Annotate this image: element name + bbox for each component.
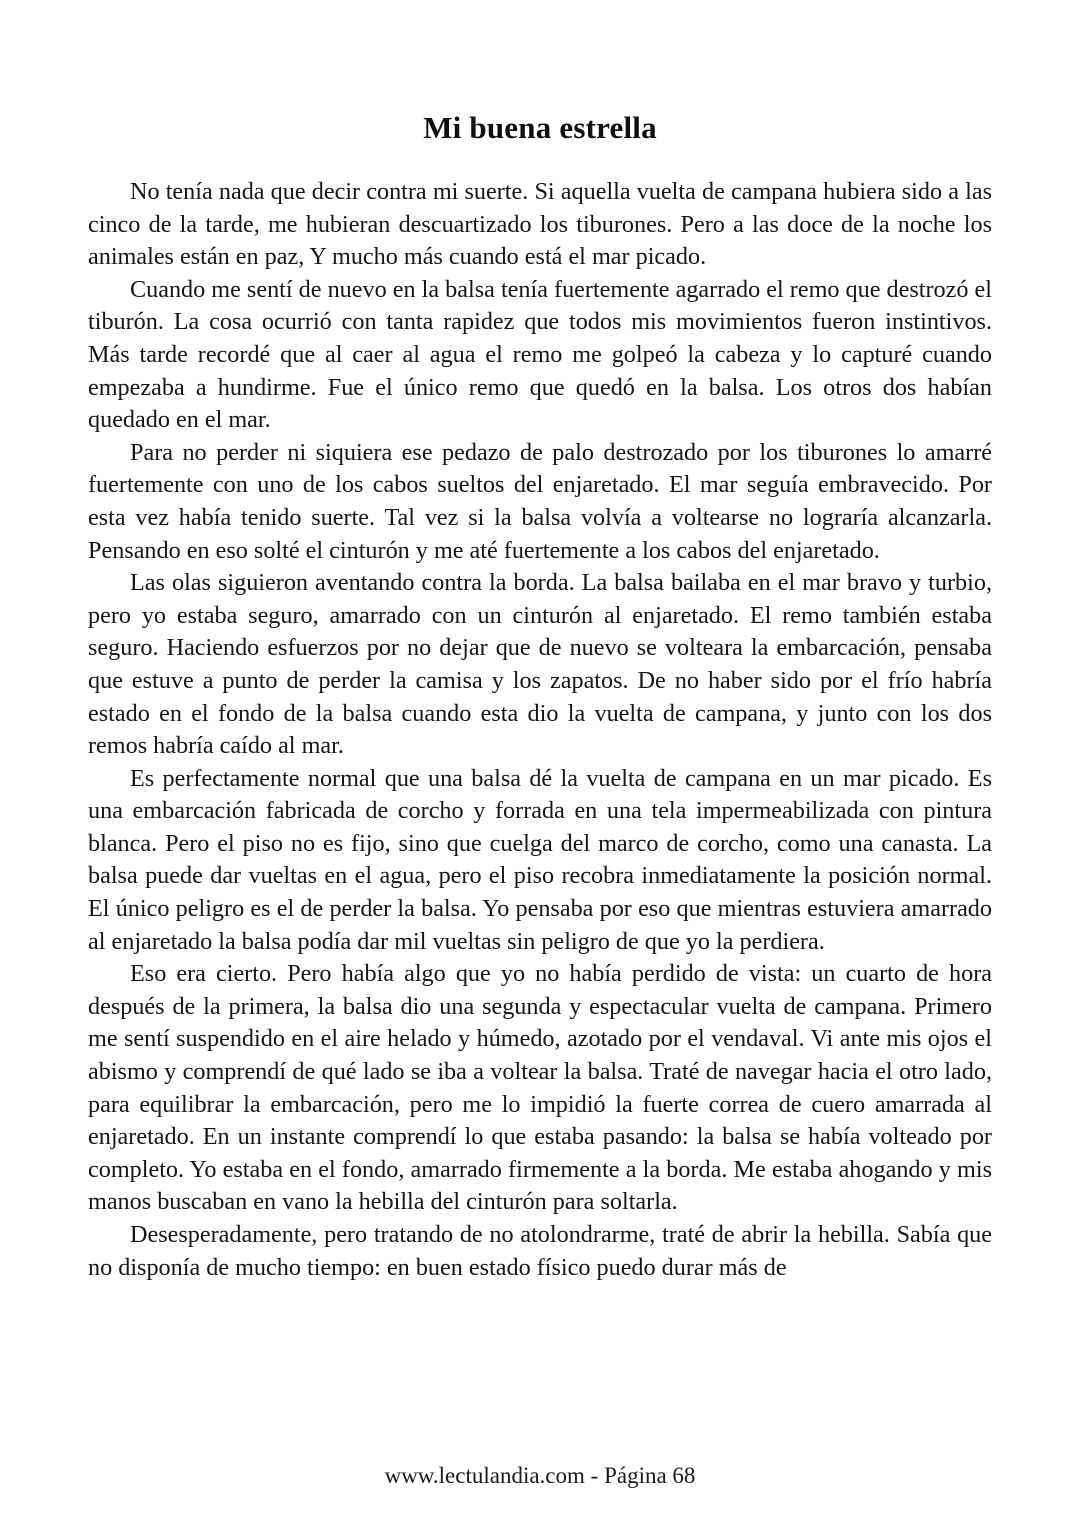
paragraph: Es perfectamente normal que una balsa dé la vuelta de campana en un mar picado. Es una embarcación fabricada de corcho y forrada en una tela impermeabilizada con pintura blanca. Pero el piso no es fijo, sino que cuelga del marco de corcho, como una canasta. La balsa puede dar vueltas en el agua, pero el piso recobra inmediatamente la posición normal. El único peligro es el de perder la balsa. Yo pensaba por eso que mientras estuviera amarrado al enjaretado la balsa podía dar mil vueltas sin peligro de que yo la perdiera. — [88, 764, 992, 955]
page-footer: www.lectulandia.com - Página 68 — [384, 1463, 696, 1488]
paragraph: No tenía nada que decir contra mi suerte. Si aquella vuelta de campana hubiera sido a las cinco de la tarde, me hubieran descuartizado los tiburones. Pero a las doce de la noche los animales están en paz, Y mucho más cuando está el mar picado. — [88, 178, 992, 271]
paragraph: Las olas siguieron aventando contra la borda. La balsa bailaba en el mar bravo y turbio, pero yo estaba seguro, amarrado con un cinturón al enjaretado. El remo también estaba seguro. Haciendo esfuerzos por no dejar que de nuevo se volteara la embarcación, pensaba que estuve a punto de perder la camisa y los zapatos. De no haber sido por el frío habría estado en el fondo de la balsa cuando esta dio la vuelta de campana, y junto con los dos remos habría caído al mar. — [88, 569, 992, 760]
paragraph: Cuando me sentí de nuevo en la balsa tenía fuertemente agarrado el remo que destrozó el tiburón. La cosa ocurrió con tanta rapidez que todos mis movimientos fueron instintivos. Más tarde recordé que al caer al agua el remo me golpeó la cabeza y lo capturé cuando empezaba a hundirme. Fue el único remo que quedó en la balsa. Los otros dos habían quedado en el mar. — [88, 275, 992, 434]
paragraph: Eso era cierto. Pero había algo que yo no había perdido de vista: un cuarto de hora después de la primera, la balsa dio una segunda y espectacular vuelta de campana. Primero me sentí suspendido en el aire helado y húmedo, azotado por el vendaval. Vi ante mis ojos el abismo y comprendí de qué lado se iba a voltear la balsa. Traté de navegar hacia el otro lado, para equilibrar la embarcación, pero me lo impidió la fuerte correa de cuero amarrada al enjaretado. En un instante comprendí lo que estaba pasando: la balsa se había volteado por completo. Yo estaba en el fondo, amarrado firmemente a la borda. Me estaba ahogando y mis manos buscaban en vano la hebilla del cinturón para soltarla. — [88, 960, 992, 1216]
body-text-block — [88, 176, 992, 1284]
paragraph: Para no perder ni siquiera ese pedazo de palo destrozado por los tiburones lo amarré fuertemente con uno de los cabos sueltos del enjaretado. El mar seguía embravecido. Por esta vez había tenido suerte. Tal vez si la balsa volvía a voltearse no lograría alcanzarla. Pensando en eso solté el cinturón y me até fuertemente a los cabos del enjaretado. — [88, 438, 992, 564]
paragraph: Desesperadamente, pero tratando de no atolondrarme, traté de abrir la hebilla. Sabía que no disponía de mucho tiempo: en buen estado físico puedo durar más de — [88, 1221, 992, 1281]
page-title: Mi buena estrella — [423, 109, 657, 145]
